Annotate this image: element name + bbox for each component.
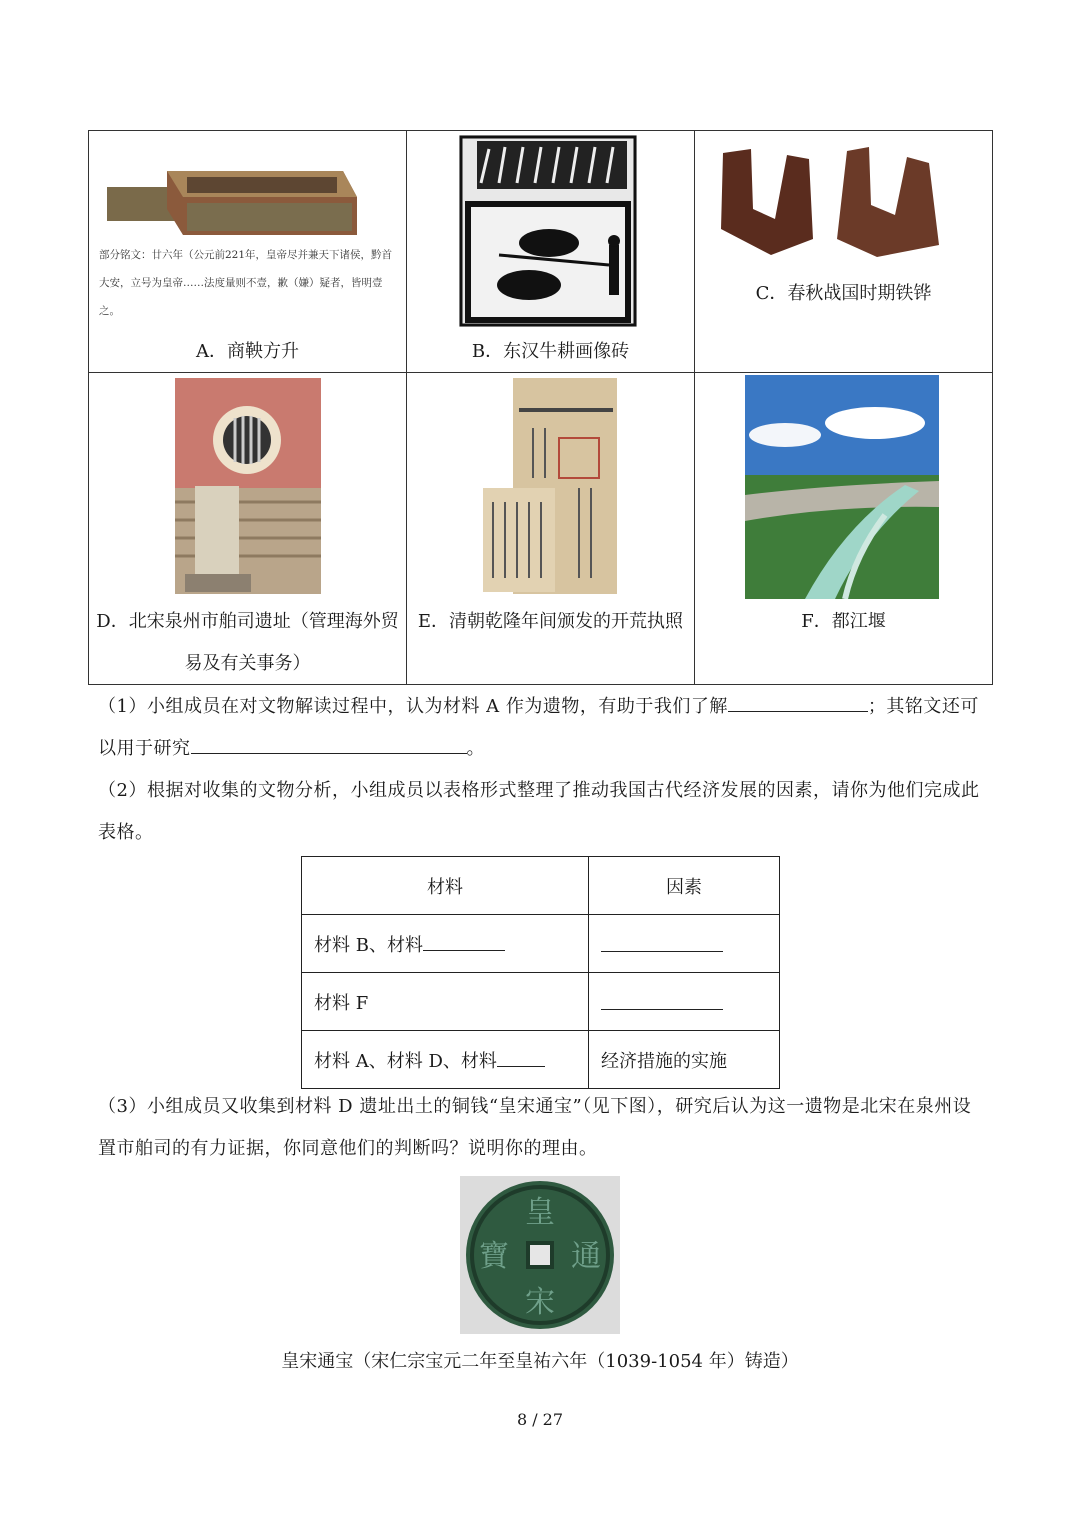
relic-cell-a [89,131,407,373]
land-license-image [483,378,621,596]
q1-answer-blank-1[interactable] [728,691,868,712]
square-measure-image [107,157,357,237]
relic-cell-c [695,131,993,373]
relic-grid [88,130,993,685]
table-row [302,915,780,973]
material-text: 材料 B、材料 [314,935,423,956]
table-row [302,1031,780,1089]
q1-text-2: ；其铭文还可以用于研究 [98,696,979,759]
coin-caption: 皇宋通宝（宋仁宗宝元二年至皇祐六年（1039-1054 年）铸造） [281,1351,799,1372]
caption-d: D．北宋泉州市舶司遗址（管理海外贸易及有关事务） [96,611,399,674]
caption-b: B．东汉牛耕画像砖 [471,341,630,362]
inscription-text: 部分铭文：廿六年（公元前221年，皇帝尽并兼天下诸侯，黔首大安，立号为皇帝……法度量则不壹，歉（嫌）疑者，皆明壹之。 [99,249,393,317]
caption-a: A．商鞅方升 [196,341,299,362]
material-blank[interactable] [497,1046,545,1067]
table-row [302,973,780,1031]
q1-text-1: （1）小组成员在对文物解读过程中，认为材料 A 作为遗物，有助于我们了解 [98,696,728,717]
material-cell [302,1031,589,1089]
coin-glyph-bottom: 宋 [525,1285,555,1320]
material-cell [302,915,589,973]
coin-glyph-top: 皇 [525,1195,555,1230]
relic-cell-e [407,373,695,685]
caption-e: E．清朝乾隆年间颁发的开荒执照 [417,611,684,632]
question-1 [98,686,988,770]
q1-text-3: 。 [466,738,485,759]
question-3: （3）小组成员又收集到材料 D 遗址出土的铜钱“皇宋通宝”（见下图），研究后认为这一遗物是北宋在泉州设置市舶司的有力证据，你同意他们的判断吗？说明你的理由。 [98,1096,972,1159]
relic-cell-d [89,373,407,685]
material-cell: 材料 F [302,973,589,1031]
material-text: 材料 A、材料 D、材料 [314,1051,497,1072]
factor-table [301,856,780,1089]
shipping-office-site-image [175,378,321,594]
header-factor: 因素 [589,857,780,915]
coin-glyph-right: 通 [571,1239,601,1274]
caption-f: F．都江堰 [801,611,886,632]
relic-cell-f [695,373,993,685]
dujiangyan-image [745,375,939,599]
header-material: 材料 [302,857,589,915]
iron-plough-image [717,145,961,259]
factor-cell: 经济措施的实施 [589,1031,780,1089]
coin-image [460,1176,620,1334]
factor-blank[interactable] [601,931,723,952]
coin-glyph-left: 寶 [479,1239,509,1274]
factor-cell [589,973,780,1031]
caption-c: C．春秋战国时期铁铧 [755,283,932,304]
ox-plough-brick-image [459,135,637,327]
material-blank[interactable] [423,930,505,951]
factor-blank[interactable] [601,989,723,1010]
factor-cell [589,915,780,973]
page-number: 8 / 27 [516,1410,564,1429]
q1-answer-blank-2[interactable] [191,733,467,754]
relic-cell-b [407,131,695,373]
question-2: （2）根据对收集的文物分析，小组成员以表格形式整理了推动我国古代经济发展的因素，请你为他们完成此表格。 [98,780,980,843]
